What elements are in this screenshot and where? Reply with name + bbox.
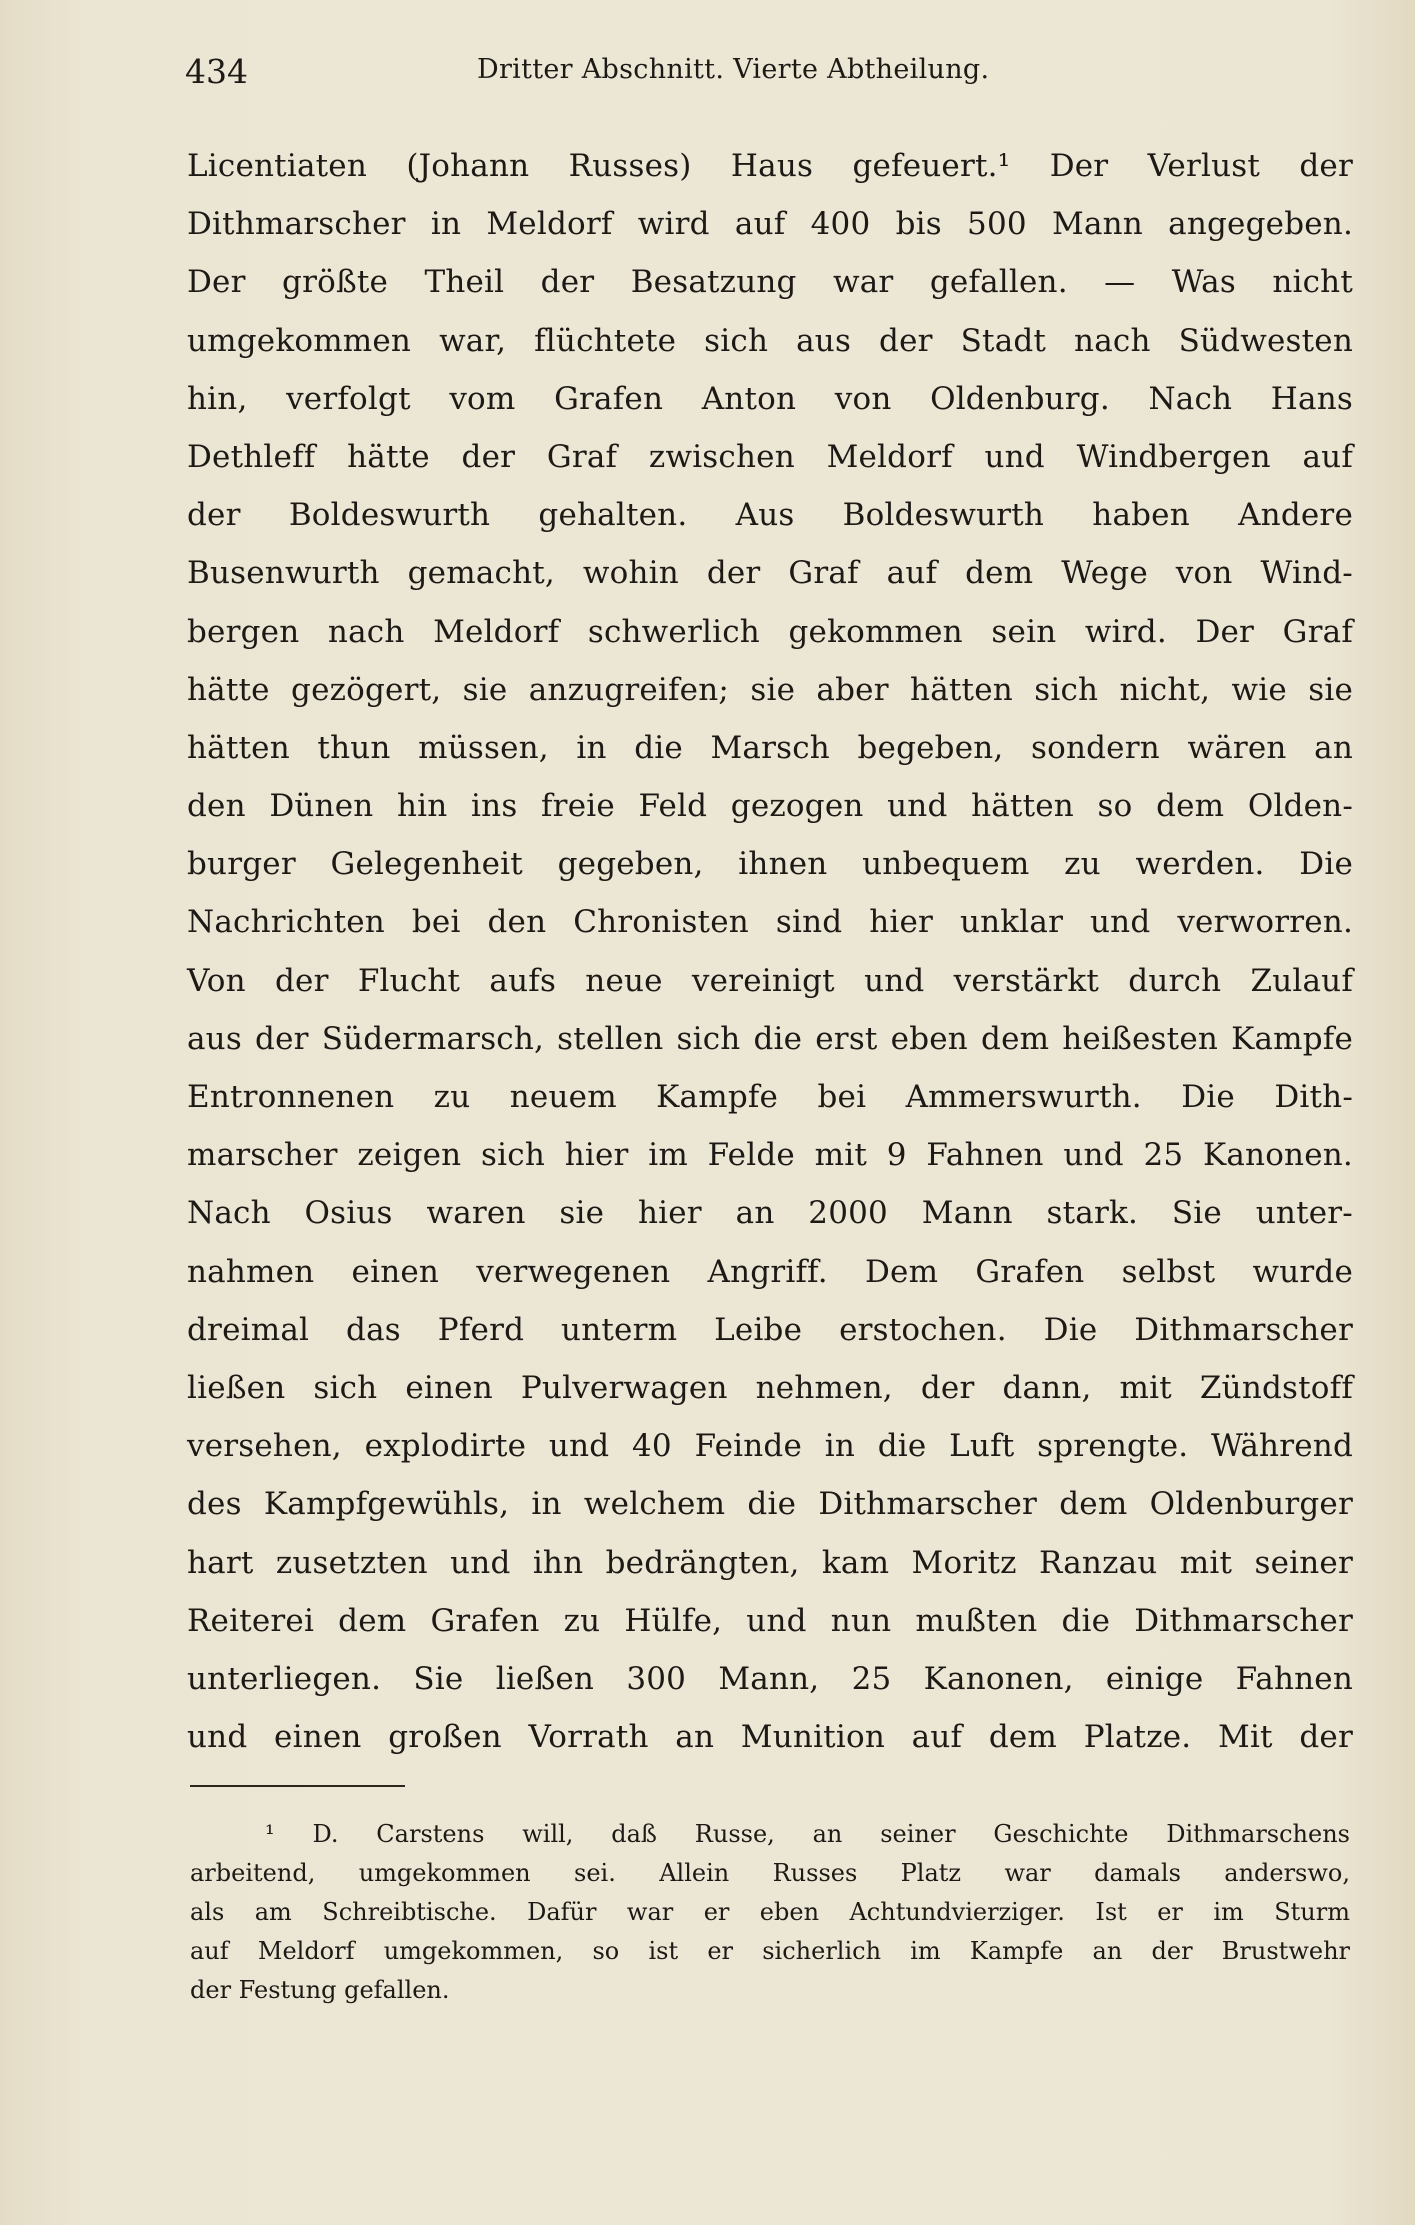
- text-line: den Dünen hin ins freie Feld gezogen und hätten so dem Olden-: [187, 788, 1353, 825]
- running-head-title: Dritter Abschnitt. Vierte Abtheilung.: [477, 54, 990, 85]
- text-line: Nachrichten bei den Chronisten sind hier unklar und verworren.: [187, 904, 1353, 941]
- text-line: Dithmarscher in Meldorf wird auf 400 bis 500 Mann angegeben.: [187, 206, 1353, 243]
- text-line: unterliegen. Sie ließen 300 Mann, 25 Kanonen, einige Fahnen: [187, 1660, 1353, 1697]
- text-line: marscher zeigen sich hier im Felde mit 9 Fahnen und 25 Kanonen.: [187, 1137, 1353, 1174]
- text-line: umgekommen war, flüchtete sich aus der Stadt nach Südwesten: [187, 322, 1353, 359]
- text-line: ließen sich einen Pulverwagen nehmen, der dann, mit Zündstoff: [187, 1369, 1353, 1406]
- text-line: hätte gezögert, sie anzugreifen; sie aber hätten sich nicht, wie sie: [187, 671, 1353, 708]
- text-line: Von der Flucht aufs neue vereinigt und verstärkt durch Zulauf: [187, 962, 1353, 999]
- text-line: Entronnenen zu neuem Kampfe bei Ammerswurth. Die Dith-: [187, 1079, 1353, 1115]
- text-line: Nach Osius waren sie hier an 2000 Mann stark. Sie unter-: [187, 1195, 1353, 1232]
- footnote-line: auf Meldorf umgekommen, so ist er sicherlich im Kampfe an der Brustwehr: [190, 1937, 1350, 1965]
- text-line: aus der Südermarsch, stellen sich die erst eben dem heißesten Kampfe: [187, 1020, 1353, 1057]
- footnote-line: arbeitend, umgekommen sei. Allein Russes Platz war damals anderswo,: [190, 1859, 1350, 1887]
- text-line: nahmen einen verwegenen Angriff. Dem Grafen selbst wurde: [187, 1253, 1353, 1290]
- text-line: und einen großen Vorrath an Munition auf dem Platze. Mit der: [187, 1719, 1353, 1756]
- text-line: hart zusetzten und ihn bedrängten, kam Moritz Ranzau mit seiner: [187, 1544, 1353, 1581]
- page-number: 434: [185, 52, 248, 91]
- text-line: dreimal das Pferd unterm Leibe erstochen. Die Dithmarscher: [187, 1311, 1353, 1348]
- text-line: Reiterei dem Grafen zu Hülfe, und nun mußten die Dithmarscher: [187, 1602, 1353, 1639]
- text-line: versehen, explodirte und 40 Feinde in die Luft sprengte. Während: [187, 1428, 1353, 1465]
- text-line: hin, verfolgt vom Grafen Anton von Oldenburg. Nach Hans: [187, 380, 1353, 417]
- footnote-divider: [190, 1785, 405, 1787]
- text-line: Busenwurth gemacht, wohin der Graf auf dem Wege von Wind-: [187, 555, 1353, 592]
- text-line: Licentiaten (Johann Russes) Haus gefeuert.¹ Der Verlust der: [187, 148, 1353, 184]
- text-line: bergen nach Meldorf schwerlich gekommen sein wird. Der Graf: [187, 613, 1353, 650]
- text-line: Dethleff hätte der Graf zwischen Meldorf und Windbergen auf: [187, 438, 1353, 475]
- text-line: hätten thun müssen, in die Marsch begeben, sondern wären an: [187, 729, 1353, 766]
- footnotes: [190, 1815, 1350, 2010]
- footnote-line: ¹ D. Carstens will, daß Russe, an seiner Geschichte Dithmarschens: [265, 1820, 1350, 1848]
- text-line: burger Gelegenheit gegeben, ihnen unbequem zu werden. Die: [187, 846, 1353, 883]
- text-line: des Kampfgewühls, in welchem die Dithmarscher dem Oldenburger: [187, 1486, 1353, 1523]
- text-line: der Boldeswurth gehalten. Aus Boldeswurth haben Andere: [187, 497, 1353, 534]
- footnote-line: der Festung gefallen.: [190, 1976, 450, 2004]
- text-line: Der größte Theil der Besatzung war gefallen. — Was nicht: [187, 264, 1353, 301]
- footnote-line: als am Schreibtische. Dafür war er eben Achtundvierziger. Ist er im Sturm: [190, 1898, 1350, 1926]
- running-head: [185, 52, 1245, 102]
- body-text: [187, 137, 1353, 1766]
